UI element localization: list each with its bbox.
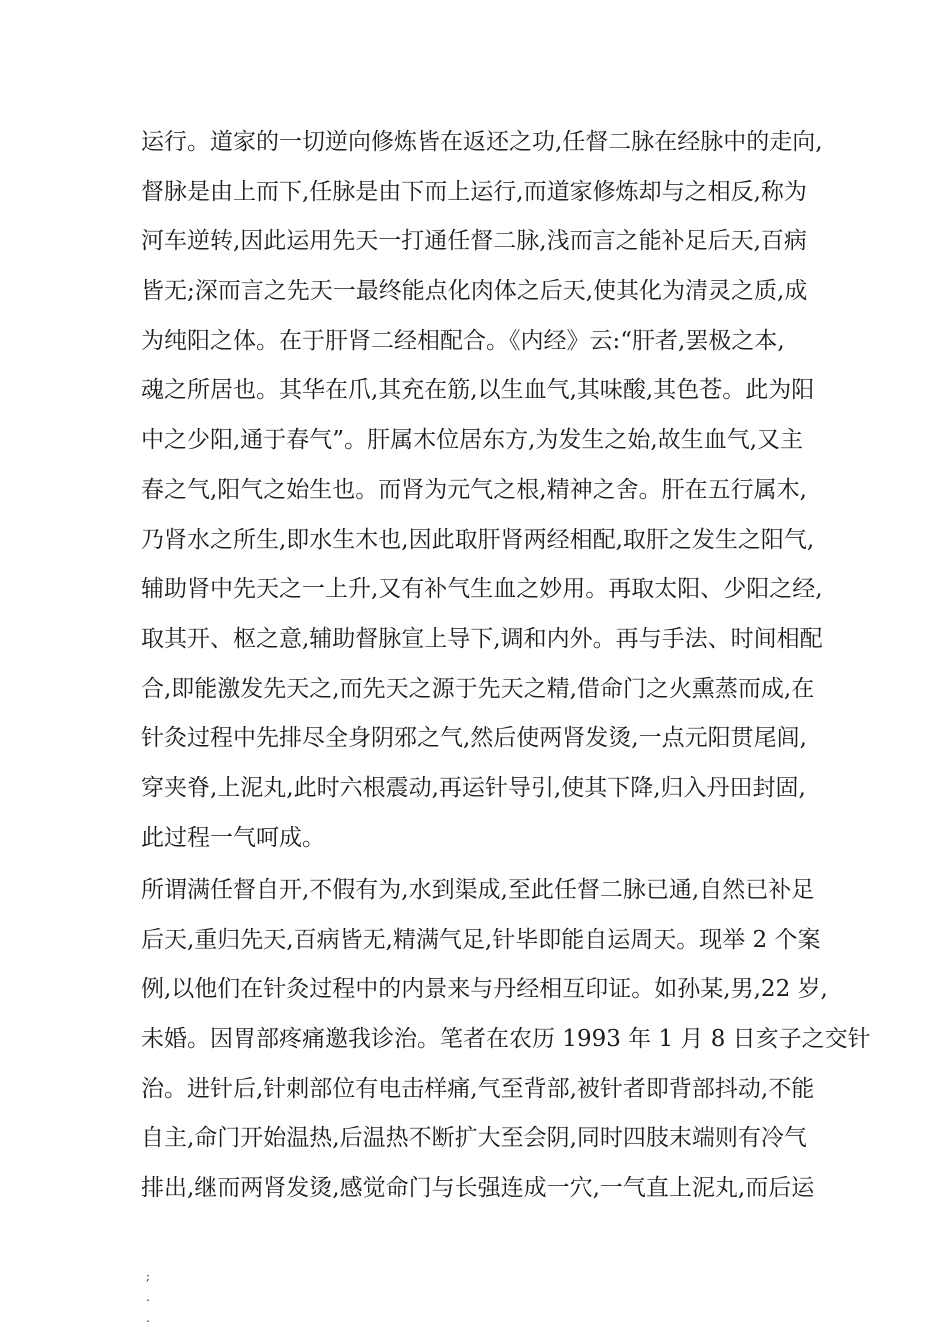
text-line: 治。进针后,针刺部位有电击样痛,气至背部,被针者即背部抖动,不能 bbox=[141, 1075, 815, 1102]
text-line: 合,即能激发先天之,而先天之源于先天之精,借命门之火熏蒸而成,在 bbox=[141, 675, 815, 702]
text-line: 魂之所居也。其华在爪,其充在筋,以生血气,其味酸,其色苍。此为阳 bbox=[141, 377, 815, 404]
text-line: 督脉是由上而下,任脉是由下而上运行,而道家修炼却与之相反,称为 bbox=[141, 178, 807, 205]
text-line: 未婚。因胃部疼痛邀我诊治。笔者在农历 1993 年 1 月 8 日亥子之交针 bbox=[141, 1026, 871, 1053]
footer-mark: . bbox=[146, 1290, 150, 1304]
text-line: 穿夹脊,上泥丸,此时六根震动,再运针导引,使其下降,归入丹田封固, bbox=[141, 774, 806, 801]
text-line: 此过程一气呵成。 bbox=[141, 824, 325, 851]
text-line: 所谓满任督自开,不假有为,水到渠成,至此任督二脉已通,自然已补足 bbox=[141, 877, 815, 903]
footer-mark: . bbox=[146, 1311, 150, 1325]
text-line: 为纯阳之体。在于肝肾二经相配合。《内经》云:“肝者,罢极之本, bbox=[141, 327, 785, 354]
text-line: 乃肾水之所生,即水生木也,因此取肝肾两经相配,取肝之发生之阳气, bbox=[141, 526, 815, 553]
text-line: 取其开、枢之意,辅助督脉宣上导下,调和内外。再与手法、时间相配 bbox=[141, 625, 823, 652]
text-line: 辅助肾中先天之一上升,又有补气生血之妙用。再取太阳、少阳之经, bbox=[141, 576, 823, 603]
text-line: 排出,继而两肾发烫,感觉命门与长强连成一穴,一气直上泥丸,而后运 bbox=[141, 1175, 815, 1202]
text-line: 皆无;深而言之先天一最终能点化肉体之后天,使其化为清灵之质,成 bbox=[141, 278, 808, 305]
text-line: 河车逆转,因此运用先天一打通任督二脉,浅而言之能补足后天,百病 bbox=[141, 228, 807, 255]
footer-mark: ; bbox=[146, 1269, 151, 1283]
text-line: 针灸过程中先排尽全身阴邪之气,然后使两肾发烫,一点元阳贯尾闾, bbox=[141, 725, 807, 752]
text-line: 中之少阳,通于春气”。肝属木位居东方,为发生之始,故生血气,又主 bbox=[141, 427, 804, 454]
text-line: 运行。道家的一切逆向修炼皆在返还之功,任督二脉在经脉中的走向, bbox=[141, 129, 823, 155]
text-line: 春之气,阳气之始生也。而肾为元气之根,精神之舍。肝在五行属木, bbox=[141, 476, 807, 503]
footer-marks bbox=[146, 1266, 158, 1329]
paragraph-2 bbox=[141, 866, 871, 1214]
paragraph-1 bbox=[141, 118, 831, 863]
text-line: 例,以他们在针灸过程中的内景来与丹经相互印证。如孙某,男,22 岁, bbox=[141, 976, 828, 1003]
text-line: 自主,命门开始温热,后温热不断扩大至会阴,同时四肢末端则有冷气 bbox=[141, 1125, 807, 1152]
text-line: 后天,重归先天,百病皆无,精满气足,针毕即能自运周天。现举 2 个案 bbox=[141, 926, 821, 953]
